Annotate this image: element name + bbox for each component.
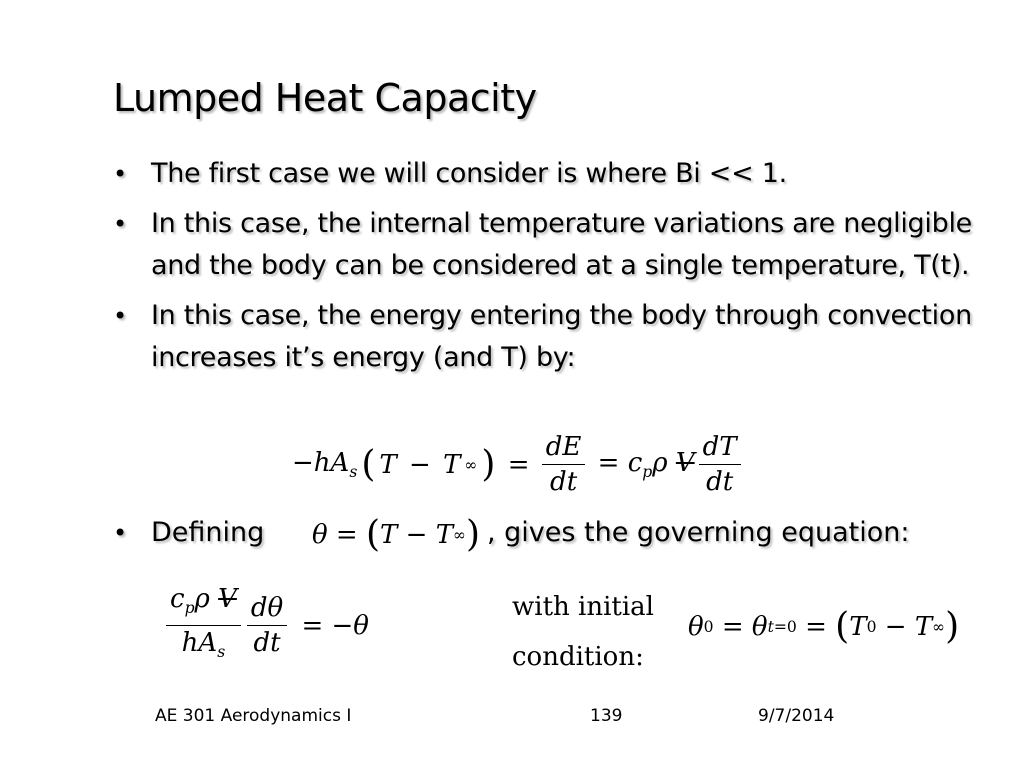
bullet-list — [113, 153, 973, 379]
defining-label: Defining — [151, 517, 265, 548]
condition-line1: with initial — [512, 592, 654, 622]
condition-line2: condition: — [512, 642, 644, 672]
bullet-item — [113, 295, 973, 379]
slide-title: Lumped Heat Capacity — [113, 76, 537, 120]
theta-definition: θ = ( T − T ∞ ) — [312, 514, 481, 555]
footer-page-number: 139 — [590, 706, 623, 726]
initial-condition-equation: θ 0 = θ t=0 = ( T 0 − T ∞ ) — [688, 606, 960, 647]
bullet-item — [113, 153, 973, 195]
energy-equation: $-hA_s$ ( T − T ∞ ) = $\frac{dE}{dt}$ = $c_p\rho$ V $\frac{dT}{dt}$ — [292, 430, 741, 499]
bullet-text: In this case, the internal temperature variations are negligible and the body can be considered at a single temperature, T(t). — [151, 208, 972, 281]
governing-label: , gives the governing equation: — [487, 517, 910, 548]
bullet-item — [113, 203, 973, 287]
bullet-text: In this case, the energy entering the body through convection increases it’s energy (and T) by: — [151, 300, 972, 373]
bullet-dot: • — [113, 302, 127, 330]
bullet-dot: • — [113, 519, 128, 547]
bullet-dot: • — [113, 160, 127, 188]
governing-equation: $\frac{c_p\rho V}{hA_s}$ $\frac{d\theta}{dt}$ = −θ — [166, 582, 369, 669]
footer-course: AE 301 Aerodynamics I — [155, 706, 352, 726]
footer-date: 9/7/2014 — [758, 706, 835, 726]
bullet-text: The first case we will consider is where Bi << 1. — [151, 158, 787, 189]
bullet-dot: • — [113, 210, 127, 238]
